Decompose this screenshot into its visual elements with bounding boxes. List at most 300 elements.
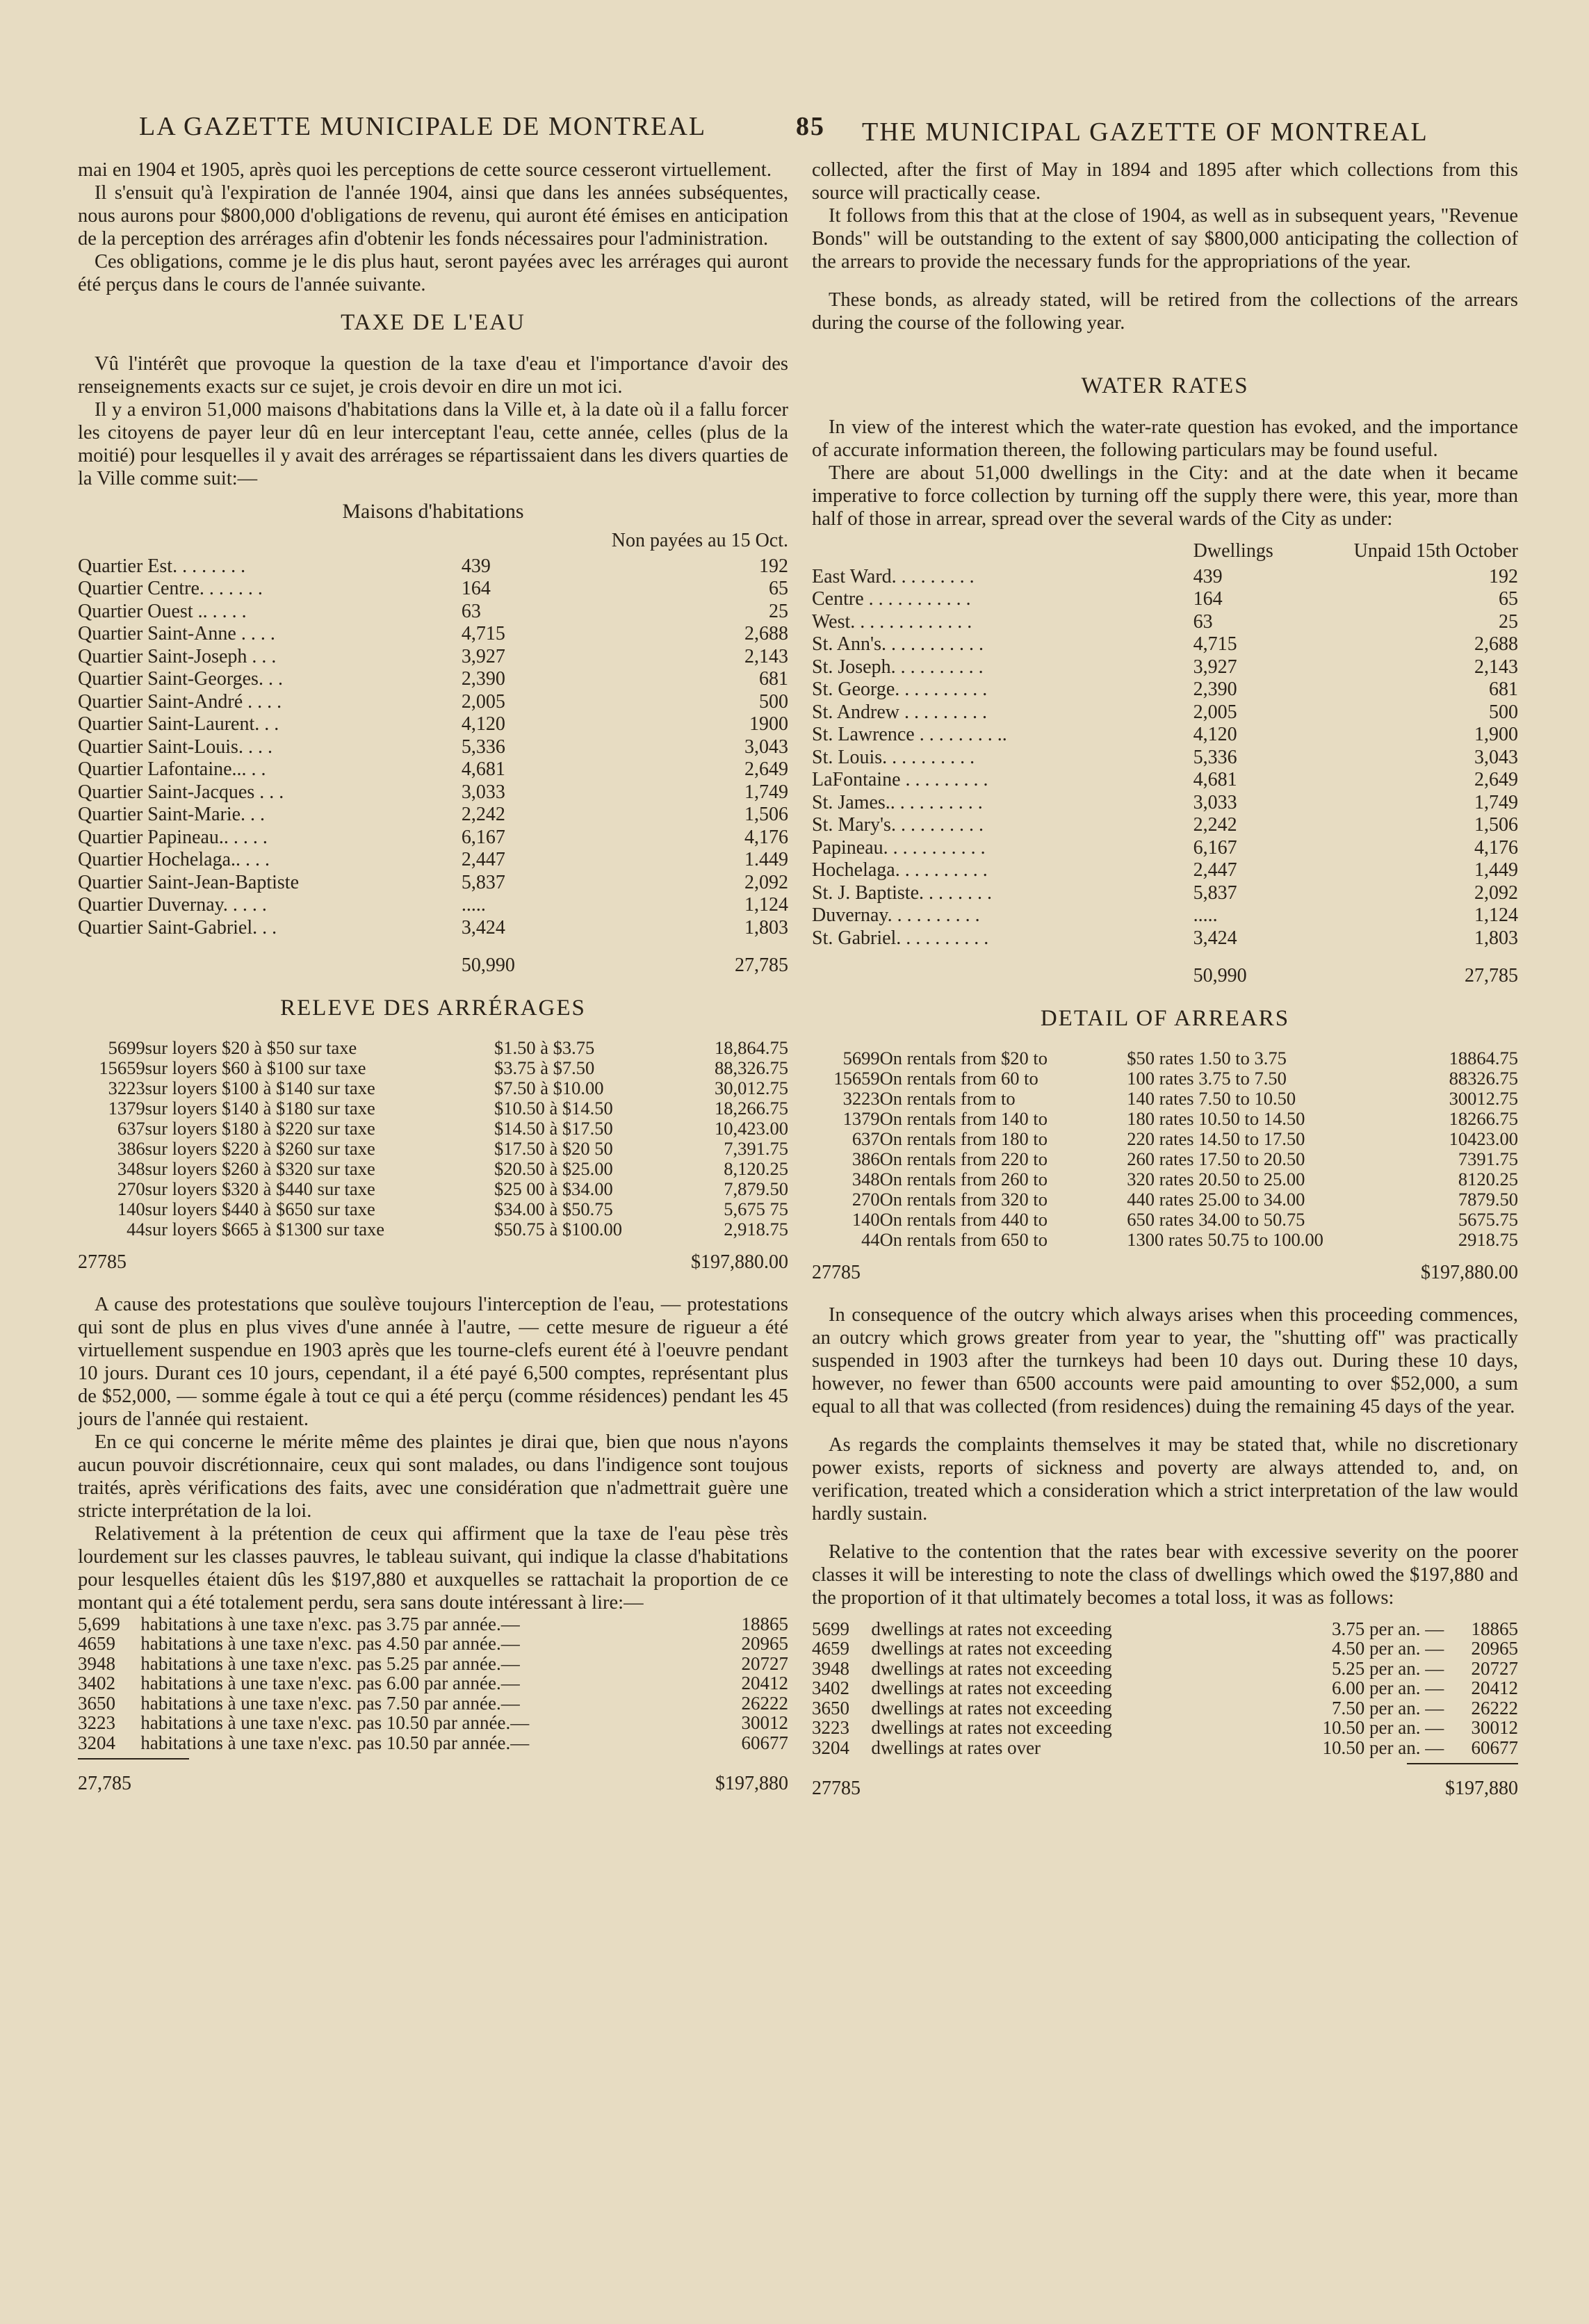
- ward-name: Quartier Saint-Georges. . .: [78, 668, 283, 690]
- paragraph: Ces obligations, comme je le dis plus haut, seront payées avec les arrérages qui auront été perçus dans le cours de l'année suivante.: [78, 251, 788, 295]
- rate-range: 220 rates 14.50 to 17.50: [1127, 1128, 1305, 1149]
- ward-name: Quartier Lafontaine... . .: [78, 758, 266, 780]
- classes-total: $197,880: [1445, 1778, 1518, 1799]
- dwellings-count: 3,033: [461, 781, 505, 803]
- ward-name: West. . . . . . . . . . . . .: [812, 610, 972, 633]
- dwelling-count: 3223: [812, 1717, 849, 1738]
- unpaid-count: 1,749: [1474, 791, 1518, 813]
- dwelling-count: 3204: [812, 1737, 849, 1758]
- class-row: [78, 1713, 788, 1733]
- paragraph: These bonds, as already stated, will be retired from the collections of the arrears during the course of the following year.: [812, 289, 1518, 334]
- arrears-count: 140: [851, 1208, 880, 1230]
- arrears-count: 15659: [833, 1067, 880, 1089]
- class-description: habitations à une taxe n'exc. pas 3.75 par année.—: [140, 1613, 520, 1634]
- dwellings-count: 2,005: [461, 690, 505, 713]
- rental-range: On rentals from 650 to: [879, 1228, 1048, 1250]
- ward-name: LaFontaine . . . . . . . . .: [812, 769, 988, 790]
- unpaid-count: 2,688: [744, 623, 788, 644]
- unpaid-count: 65: [1499, 588, 1518, 610]
- rate-range: 100 rates 3.75 to 7.50: [1127, 1067, 1287, 1089]
- arrears-row: [812, 1149, 1518, 1169]
- arrears-count: 1379: [842, 1107, 880, 1129]
- unpaid-count: 1,803: [744, 916, 788, 938]
- classes-footer: [812, 1777, 1518, 1800]
- dwelling-count: 4659: [812, 1638, 849, 1659]
- unpaid-count: 1,124: [1474, 904, 1518, 926]
- class-row: [78, 1673, 788, 1693]
- class-amount: 26222: [1471, 1697, 1518, 1718]
- arrears-amount: 18864.75: [1449, 1047, 1518, 1068]
- arrears-row: [78, 1199, 788, 1219]
- rate-range: 180 rates 10.50 to 14.50: [1127, 1107, 1305, 1129]
- arrears-amount: 18266.75: [1449, 1107, 1518, 1129]
- rental-range: On rentals from 320 to: [879, 1188, 1048, 1210]
- ward-row: [78, 668, 788, 691]
- french-column: [78, 159, 788, 1795]
- unpaid-count: 1,749: [744, 781, 788, 803]
- dwellings-count: 2,005: [1193, 701, 1237, 723]
- dwellings-count: 6,167: [461, 826, 505, 848]
- total-unpaid: 27,785: [1465, 965, 1518, 986]
- tax-range: $3.75 à $7.50: [494, 1057, 595, 1078]
- ward-row: [78, 781, 788, 804]
- paragraph: En ce qui concerne le mérite même des plaintes je dirai que, bien que nous n'ayons aucun pouvoir discrétionnaire, ceux qui sont malades, ou dans l'indigence sont toujous traités, après vérifications des faits, avec une considération que n'admettrait guère une stricte interprétation de la loi.: [78, 1431, 788, 1522]
- dwellings-count: 4,715: [1193, 633, 1237, 655]
- arrears-count: 5699: [108, 1037, 145, 1058]
- class-description: habitations à une taxe n'exc. pas 6.00 par année.—: [140, 1673, 520, 1693]
- rental-range: On rentals from 260 to: [879, 1168, 1048, 1189]
- dwelling-count: 5,699: [78, 1613, 120, 1634]
- dwellings-count: 4,120: [1193, 724, 1237, 745]
- class-row: [812, 1738, 1518, 1758]
- arrears-amount: 5675.75: [1458, 1208, 1518, 1230]
- class-description: dwellings at rates not exceeding: [871, 1657, 1112, 1679]
- arrears-row: [812, 1169, 1518, 1189]
- rental-range: On rentals from 440 to: [879, 1208, 1048, 1230]
- arrears-amount: 10,423.00: [715, 1117, 788, 1139]
- rental-range: sur loyers $140 à $180 sur taxe: [145, 1097, 375, 1119]
- rate-range: 140 rates 7.50 to 10.50: [1127, 1087, 1296, 1109]
- class-description: habitations à une taxe n'exc. pas 7.50 par année.—: [140, 1692, 520, 1714]
- arrears-count: 140: [117, 1198, 145, 1219]
- ward-row: [812, 747, 1518, 770]
- wards-table: [812, 540, 1518, 988]
- dwellings-count: 3,424: [1193, 927, 1237, 949]
- paragraph: Relativement à la prétention de ceux qui affirment que la taxe de l'eau pèse très lourdement sur les classes pauvres, le tableau suivant, qui indique la classe d'habitations pour lesquelles étaient dûs les $197,880 et auxquelles se rattachait la proportion de ce montant qui a été totalement perdu, sera sans doute intéressant à lire:—: [78, 1522, 788, 1614]
- ward-name: St. George. . . . . . . . . .: [812, 678, 988, 700]
- arrears-count: 270: [117, 1178, 145, 1199]
- ward-name: St. Mary's. . . . . . . . . .: [812, 814, 984, 836]
- ward-name: St. Louis. . . . . . . . . .: [812, 746, 975, 768]
- rental-range: sur loyers $260 à $320 sur taxe: [145, 1157, 375, 1179]
- arrears-count: 270: [851, 1188, 880, 1210]
- arrears-row: [78, 1139, 788, 1159]
- ward-row: [812, 859, 1518, 882]
- dwellings-count: 5,336: [461, 736, 505, 758]
- class-row: [812, 1718, 1518, 1738]
- ward-row: [812, 588, 1518, 611]
- ward-name: Quartier Hochelaga.. . . .: [78, 849, 270, 870]
- dwelling-count: 3948: [812, 1657, 849, 1679]
- section-heading-arrears: RELEVE DES ARRÉRAGES: [280, 995, 586, 1021]
- rate-range: 440 rates 25.00 to 34.00: [1127, 1188, 1305, 1210]
- arrears-row: [812, 1089, 1518, 1109]
- ward-name: Quartier Saint-Laurent. . .: [78, 713, 279, 735]
- class-description: dwellings at rates over: [871, 1737, 1041, 1758]
- classes-count: 27,785: [78, 1773, 131, 1794]
- unpaid-count: 2,143: [1474, 656, 1518, 678]
- rental-range: On rentals from 220 to: [879, 1148, 1048, 1169]
- class-rate: 5.25 per an. —: [1332, 1657, 1444, 1679]
- ward-row: [812, 769, 1518, 792]
- dwellings-count: 3,927: [1193, 656, 1237, 678]
- column-header: Non payées au 15 Oct.: [611, 530, 788, 551]
- arrears-count: 27785: [812, 1261, 861, 1283]
- rental-range: On rentals from 180 to: [879, 1128, 1048, 1149]
- running-header: [132, 111, 1494, 153]
- rate-range: 650 rates 34.00 to 50.75: [1127, 1208, 1305, 1230]
- unpaid-count: 2,092: [1474, 881, 1518, 904]
- tax-range: $17.50 à $20 50: [494, 1137, 613, 1159]
- arrears-amount: 8120.25: [1458, 1168, 1518, 1189]
- total-row: [812, 950, 1518, 988]
- arrears-amount: 7879.50: [1458, 1188, 1518, 1210]
- ward-name: Quartier Duvernay. . . . .: [78, 894, 267, 916]
- ward-row: [78, 578, 788, 601]
- arrears-amount: 30,012.75: [715, 1077, 788, 1098]
- rental-range: On rentals from 60 to: [879, 1067, 1038, 1089]
- rate-range: 1300 rates 50.75 to 100.00: [1127, 1228, 1323, 1250]
- ward-name: Papineau. . . . . . . . . . .: [812, 836, 986, 859]
- arrears-count: 348: [117, 1157, 145, 1179]
- tax-range: $20.50 à $25.00: [494, 1157, 613, 1179]
- class-row: [78, 1634, 788, 1654]
- ward-name: Quartier Ouest .. . . . .: [78, 600, 247, 622]
- arrears-amount: 10423.00: [1449, 1128, 1518, 1149]
- rental-range: sur loyers $100 à $140 sur taxe: [145, 1077, 375, 1098]
- dwelling-count: 3223: [78, 1712, 115, 1733]
- arrears-row: [78, 1078, 788, 1098]
- ward-name: Quartier Est. . . . . . . .: [78, 555, 246, 577]
- dwellings-count: 3,927: [461, 645, 505, 667]
- paragraph: As regards the complaints themselves it may be stated that, while no discretionary power exists, reports of sickness and poverty are always attended to, and, on verification, treated which a consideration which a strict interpretation of the law would hardly sustain.: [812, 1433, 1518, 1525]
- tax-range: $1.50 à $3.75: [494, 1037, 595, 1058]
- arrears-table: [78, 1038, 788, 1240]
- ward-row: [78, 646, 788, 669]
- class-rate: 7.50 per an. —: [1332, 1697, 1444, 1718]
- ward-row: [812, 678, 1518, 701]
- ward-name: St. Gabriel. . . . . . . . . .: [812, 927, 989, 949]
- english-column: [812, 159, 1518, 1800]
- class-row: [78, 1693, 788, 1714]
- arrears-row: [812, 1210, 1518, 1230]
- classes-count: 27785: [812, 1778, 861, 1799]
- rental-range: sur loyers $180 à $220 sur taxe: [145, 1117, 375, 1139]
- rate-range: $50 rates 1.50 to 3.75: [1127, 1047, 1287, 1068]
- arrears-row: [812, 1189, 1518, 1210]
- class-amount: 20727: [741, 1652, 788, 1674]
- class-row: [78, 1654, 788, 1674]
- ward-name: Quartier Saint-Marie. . .: [78, 804, 266, 825]
- arrears-count: 5699: [842, 1047, 880, 1068]
- dwelling-count: 4659: [78, 1633, 115, 1654]
- arrears-count: 44: [861, 1228, 880, 1250]
- unpaid-count: 681: [1489, 678, 1518, 700]
- rental-range: On rentals from $20 to: [879, 1047, 1048, 1068]
- page-number: 85: [796, 112, 825, 141]
- paragraph: Relative to the contention that the rates bear with excessive severity on the poorer classes it will be interesting to note the class of dwellings which owed the $197,880 and the proportion of it that ultimately becomes a total loss, it was as follows:: [812, 1541, 1518, 1609]
- arrears-amount: 30012.75: [1449, 1087, 1518, 1109]
- ward-row: [78, 713, 788, 736]
- dwellings-count: 5,837: [461, 871, 505, 893]
- ward-name: Centre . . . . . . . . . . .: [812, 588, 971, 610]
- ward-row: [812, 633, 1518, 656]
- arrears-row: [812, 1109, 1518, 1129]
- ward-row: [78, 894, 788, 917]
- unpaid-count: 192: [759, 555, 788, 577]
- arrears-row: [78, 1119, 788, 1139]
- arrears-count: 3223: [108, 1077, 145, 1098]
- ward-name: Quartier Saint-André . . . .: [78, 690, 282, 713]
- paragraph: In consequence of the outcry which always arises when this proceeding commences, an outcry which grows greater from year to year, the "shutting off" was practically suspended in 1903 after the turnkeys had been 10 days out. During these 10 days, however, no fewer than 6500 accounts were paid amounting to over $52,000, a sum equal to all that was collected (from residences) duing the remaining 45 days of the year.: [812, 1303, 1518, 1417]
- ward-name: Duvernay. . . . . . . . . .: [812, 904, 980, 926]
- class-amount: 18865: [741, 1613, 788, 1634]
- dwellings-count: 2,242: [461, 804, 505, 825]
- unpaid-count: 3,043: [744, 736, 788, 758]
- dwellings-count: 4,681: [1193, 769, 1237, 790]
- dwellings-count: 164: [461, 578, 491, 599]
- arrears-row: [78, 1179, 788, 1199]
- class-description: dwellings at rates not exceeding: [871, 1618, 1112, 1639]
- tax-range: $14.50 à $17.50: [494, 1117, 613, 1139]
- arrears-amount: 7391.75: [1458, 1148, 1518, 1169]
- unpaid-count: 2,143: [744, 645, 788, 667]
- arrears-count: 637: [851, 1128, 880, 1149]
- header-french-title: LA GAZETTE MUNICIPALE DE MONTREAL: [139, 112, 707, 141]
- arrears-total: $197,880.00: [691, 1251, 788, 1273]
- ward-name: Quartier Papineau.. . . . .: [78, 826, 268, 848]
- paragraph: A cause des protestations que soulève toujours l'interception de l'eau, — protestations qui sont de plus en plus vives d'une année à l'autre, — cette mesure de rigueur a été virtuellement suspendue en 1903 après que les tourne-clefs eurent été à l'oeuvre pendant 10 jours. Durant ces 10 jours, cependant, il a été payé 6,500 comptes, représentant plus de $52,000, — somme égale à tout ce qui a été perçu (comme résidences) pendant les 45 jours de l'année qui restaient.: [78, 1293, 788, 1430]
- ward-row: [812, 792, 1518, 815]
- ward-row: [812, 724, 1518, 747]
- total-row: [78, 939, 788, 977]
- dwellings-count: .....: [1193, 904, 1218, 926]
- ward-row: [812, 882, 1518, 905]
- paragraph: collected, after the first of May in 1894 and 1895 after which collections from this source will practically cease.: [812, 159, 1518, 204]
- unpaid-count: 1,803: [1474, 927, 1518, 949]
- arrears-count: 3223: [842, 1087, 880, 1109]
- arrears-amount: 88,326.75: [715, 1057, 788, 1078]
- class-rate: 10.50 per an. —: [1322, 1717, 1444, 1738]
- arrears-footer: [812, 1261, 1518, 1284]
- ward-row: [78, 804, 788, 827]
- dwellings-count: 3,424: [461, 916, 505, 938]
- paragraph: Il s'ensuit qu'à l'expiration de l'année 1904, ainsi que dans les années subséquentes, nous aurons pour $800,000 d'obligations de revenu, qui auront été émises en anticipation de la perception des arrérages afin d'obtenir les fonds nécessaires pour l'administration.: [78, 182, 788, 250]
- classes-table: [78, 1614, 788, 1753]
- dwellings-count: 63: [461, 600, 481, 622]
- tax-range: $50.75 à $100.00: [494, 1218, 622, 1240]
- total-unpaid: 27,785: [735, 954, 788, 976]
- class-amount: 20965: [1471, 1638, 1518, 1659]
- arrears-total: $197,880.00: [1421, 1261, 1518, 1283]
- arrears-count: 44: [127, 1218, 145, 1240]
- dwellings-count: 164: [1193, 588, 1223, 610]
- header-english-title: THE MUNICIPAL GAZETTE OF MONTREAL: [862, 117, 1428, 147]
- unpaid-count: 1.449: [744, 849, 788, 870]
- ward-name: St. Ann's. . . . . . . . . . .: [812, 633, 984, 655]
- class-description: dwellings at rates not exceeding: [871, 1638, 1112, 1659]
- arrears-count: 1379: [108, 1097, 145, 1119]
- ward-name: St. Joseph. . . . . . . . . .: [812, 656, 984, 678]
- ward-row: [812, 611, 1518, 634]
- unpaid-count: 500: [1489, 701, 1518, 723]
- arrears-row: [78, 1098, 788, 1119]
- class-row: [812, 1698, 1518, 1718]
- rental-range: sur loyers $20 à $50 sur taxe: [145, 1037, 357, 1058]
- class-rate: 6.00 per an. —: [1332, 1677, 1444, 1698]
- dwelling-count: 3402: [812, 1677, 849, 1698]
- wards-table: [78, 530, 788, 977]
- classes-footer: [78, 1772, 788, 1795]
- ward-row: [78, 872, 788, 895]
- arrears-count: 348: [851, 1168, 880, 1189]
- ward-name: Quartier Saint-Louis. . . .: [78, 736, 272, 758]
- dwellings-count: 4,120: [461, 713, 505, 735]
- dwellings-count: 3,033: [1193, 791, 1237, 813]
- ward-name: Quartier Saint-Joseph . . .: [78, 645, 277, 667]
- section-heading-arrears: DETAIL OF ARREARS: [1040, 1005, 1290, 1031]
- dwelling-count: 3204: [78, 1732, 115, 1753]
- class-row: [812, 1659, 1518, 1679]
- class-amount: 20965: [741, 1633, 788, 1654]
- arrears-amount: 18,266.75: [715, 1097, 788, 1119]
- arrears-row: [78, 1159, 788, 1179]
- class-description: dwellings at rates not exceeding: [871, 1677, 1112, 1698]
- arrears-row: [812, 1048, 1518, 1068]
- dwellings-count: 2,390: [461, 668, 505, 690]
- class-amount: 60677: [1471, 1737, 1518, 1758]
- ward-row: [78, 623, 788, 646]
- unpaid-count: 65: [769, 578, 788, 599]
- ward-row: [78, 827, 788, 850]
- tax-range: $7.50 à $10.00: [494, 1077, 604, 1098]
- class-amount: 30012: [741, 1712, 788, 1733]
- dwellings-count: 5,336: [1193, 746, 1237, 768]
- arrears-count: 386: [851, 1148, 880, 1169]
- ward-name: Quartier Saint-Jacques . . .: [78, 781, 284, 803]
- rate-range: 320 rates 20.50 to 25.00: [1127, 1168, 1305, 1189]
- classes-table: [812, 1619, 1518, 1758]
- section-heading-water-rates: WATER RATES: [1081, 373, 1249, 398]
- class-amount: 18865: [1471, 1618, 1518, 1639]
- dwellings-count: 5,837: [1193, 881, 1237, 904]
- class-amount: 60677: [741, 1732, 788, 1753]
- dwellings-count: 2,242: [1193, 814, 1237, 836]
- dwellings-count: .....: [461, 894, 486, 916]
- class-row: [812, 1678, 1518, 1698]
- class-row: [78, 1614, 788, 1634]
- rental-range: sur loyers $440 à $650 sur taxe: [145, 1198, 375, 1219]
- rental-range: sur loyers $665 à $1300 sur taxe: [145, 1218, 385, 1240]
- arrears-row: [78, 1219, 788, 1240]
- arrears-amount: 7,879.50: [724, 1178, 788, 1199]
- arrears-amount: 2918.75: [1458, 1228, 1518, 1250]
- paragraph: mai en 1904 et 1905, après quoi les perceptions de cette source cesseront virtuellement.: [78, 159, 772, 181]
- ward-row: [78, 555, 788, 578]
- class-description: habitations à une taxe n'exc. pas 5.25 par année.—: [140, 1652, 520, 1674]
- tax-range: $25 00 à $34.00: [494, 1178, 613, 1199]
- dwelling-count: 3402: [78, 1673, 115, 1693]
- total-dwellings: 50,990: [461, 954, 515, 976]
- class-row: [812, 1639, 1518, 1659]
- paragraph: In view of the interest which the water-rate question has evoked, and the importance of accurate information thereen, the following particulars may be found useful.: [812, 416, 1518, 461]
- class-description: dwellings at rates not exceeding: [871, 1717, 1112, 1738]
- ward-name: St. J. Baptiste. . . . . . . .: [812, 881, 993, 904]
- ward-row: [812, 927, 1518, 950]
- ward-row: [812, 904, 1518, 927]
- class-amount: 20412: [741, 1673, 788, 1693]
- ward-row: [812, 701, 1518, 724]
- unpaid-count: 25: [769, 600, 788, 622]
- rental-range: sur loyers $320 à $440 sur taxe: [145, 1178, 375, 1199]
- column-header-unpaid: Unpaid 15th October: [1353, 540, 1518, 562]
- unpaid-count: 2,688: [1474, 633, 1518, 655]
- class-amount: 26222: [741, 1692, 788, 1714]
- unpaid-count: 4,176: [1474, 836, 1518, 859]
- column-header-dwellings: Dwellings: [1193, 540, 1273, 562]
- arrears-count: 637: [117, 1117, 145, 1139]
- ward-row: [78, 601, 788, 624]
- dwellings-count: 4,715: [461, 623, 505, 644]
- ward-row: [812, 566, 1518, 589]
- dwelling-count: 5699: [812, 1618, 849, 1639]
- ward-name: St. Lawrence . . . . . . . . ..: [812, 724, 1007, 745]
- unpaid-count: 2,649: [744, 758, 788, 780]
- dwellings-count: 439: [1193, 565, 1223, 587]
- unpaid-count: 1,900: [1474, 724, 1518, 745]
- unpaid-count: 681: [759, 668, 788, 690]
- unpaid-count: 1,506: [744, 804, 788, 825]
- class-amount: 30012: [1471, 1717, 1518, 1738]
- section-heading-taxe-eau: TAXE DE L'EAU: [341, 310, 525, 335]
- unpaid-count: 3,043: [1474, 746, 1518, 768]
- ward-row: [78, 917, 788, 940]
- unpaid-count: 2,092: [744, 871, 788, 893]
- class-description: dwellings at rates not exceeding: [871, 1697, 1112, 1718]
- ward-row: [78, 736, 788, 759]
- arrears-amount: 7,391.75: [724, 1137, 788, 1159]
- paragraph: There are about 51,000 dwellings in the City: and at the date when it became imperative to force collection by turning off the supply there were, this year, more than half of those in arrear, spread over the several wards of the City as under:: [812, 462, 1518, 530]
- dwellings-count: 439: [461, 555, 491, 577]
- class-amount: 20727: [1471, 1657, 1518, 1679]
- unpaid-count: 1900: [749, 713, 788, 735]
- arrears-amount: 5,675 75: [724, 1198, 788, 1219]
- dwellings-count: 4,681: [461, 758, 505, 780]
- unpaid-count: 4,176: [744, 826, 788, 848]
- ward-row: [812, 656, 1518, 679]
- unpaid-count: 1,124: [744, 894, 788, 916]
- class-rate: 3.75 per an. —: [1332, 1618, 1444, 1639]
- ward-name: St. Andrew . . . . . . . . .: [812, 701, 987, 723]
- tax-range: $34.00 à $50.75: [494, 1198, 613, 1219]
- arrears-table: [812, 1048, 1518, 1250]
- class-description: habitations à une taxe n'exc. pas 10.50 par année.—: [140, 1712, 530, 1733]
- ward-name: Hochelaga. . . . . . . . . .: [812, 859, 988, 881]
- dwellings-count: 2,447: [461, 849, 505, 870]
- class-rate: 4.50 per an. —: [1332, 1638, 1444, 1659]
- arrears-row: [78, 1058, 788, 1078]
- dwelling-count: 3650: [78, 1692, 115, 1714]
